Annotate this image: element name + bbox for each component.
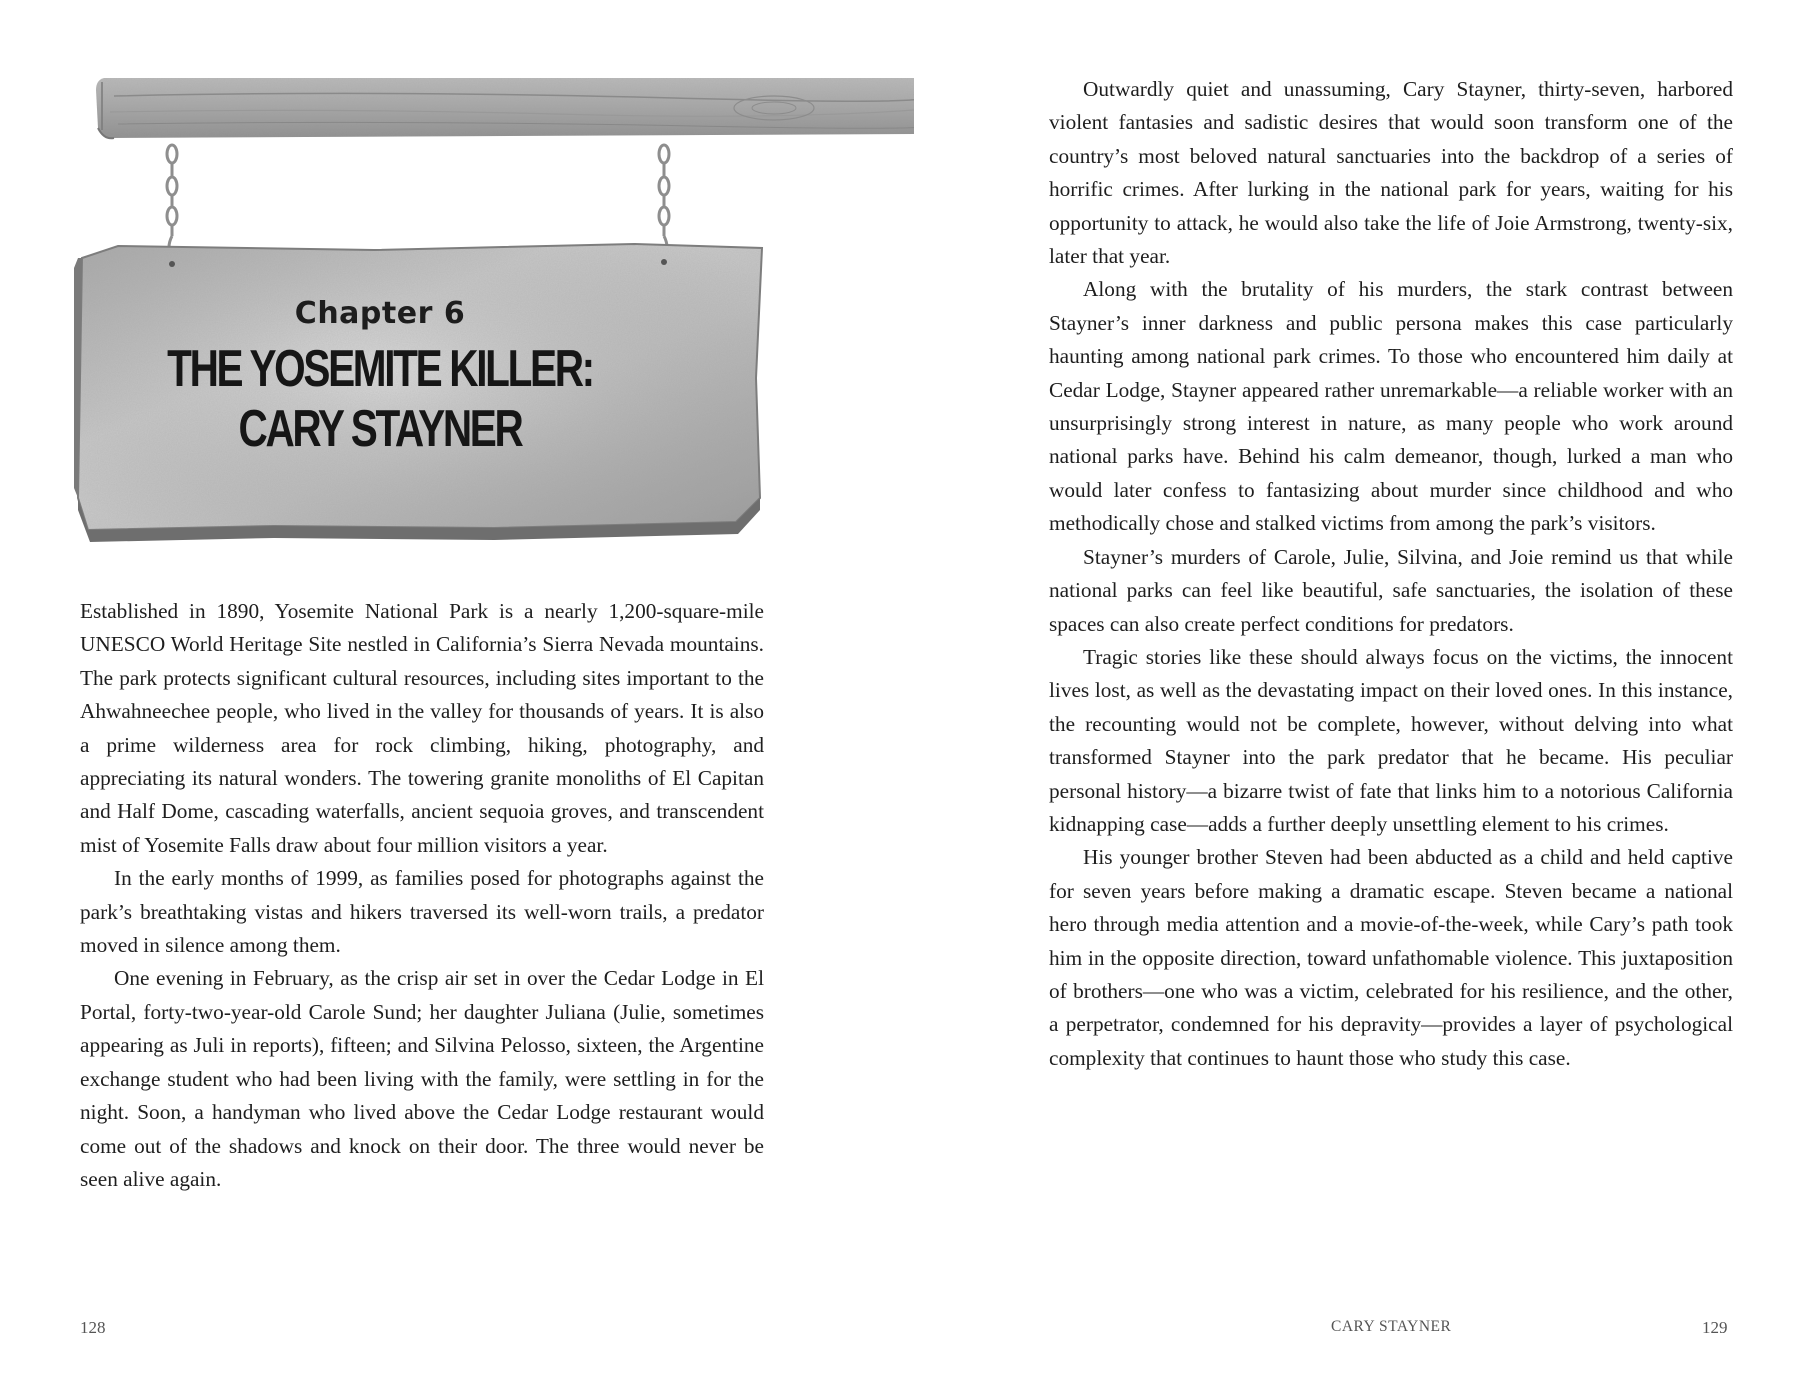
chapter-title-line-1: THE YOSEMITE KILLER:: [167, 340, 593, 398]
paragraph: Established in 1890, Yosemite National Park is a nearly 1,200-square-mile UNESCO World Heritage Site nestled in California’s Sierra Nevada mountains. The park protects significant cultural resources, including sites important to the Ahwahneechee people, who lived in the valley for thousands of years. It is also a prime wilderness area for rock climbing, hiking, photography, and appreciating its natural wonders. The towering granite monoliths of El Capitan and Half Dome, cascading waterfalls, ancient sequoia groves, and transcendent mist of Yosemite Falls draw about four million visitors a year.: [80, 599, 764, 857]
paragraph: Tragic stories like these should always focus on the victims, the innocent lives lost, as well as the devastating impact on their loved ones. In this instance, the recounting would not be complete, however, without delving into what transformed Stayner into the park predator that he became. His peculiar personal history—a bizarre twist of fate that links him to a notorious California kidnapping case—adds a further deeply unsettling element to his crimes.: [1049, 644, 1733, 836]
left-body-text: [80, 595, 764, 1196]
right-body-text: [1049, 73, 1733, 1075]
paragraph: One evening in February, as the crisp air set in over the Cedar Lodge in El Portal, forty-two-year-old Carole Sund; her daughter Juliana (Julie, sometimes appearing as Juli in reports), fifteen; and Silvina Pelosso, sixteen, the Argentine exchange student who had been living with the family, were settling in for the night. Soon, a handyman who lived above the Cedar Lodge restaurant would come out of the shadows and knock on their door. The three would never be seen alive again.: [80, 966, 764, 1191]
chapter-number: Chapter 6: [294, 296, 466, 331]
paragraph: Outwardly quiet and unassuming, Cary Stayner, thirty-seven, harbored violent fantasies and sadistic desires that would soon transform one of the country’s most beloved natural sanctuaries into the backdrop of a series of horrific crimes. After lurking in the national park for years, waiting for his opportunity to attack, he would also take the life of Joie Armstrong, twenty-six, later that year.: [1049, 77, 1733, 269]
paragraph: In the early months of 1999, as families posed for photographs against the park’s breathtaking vistas and hikers traversed its well-worn trails, a predator moved in silence among them.: [80, 866, 764, 958]
running-head: CARY STAYNER: [1331, 1318, 1452, 1335]
paragraph: Along with the brutality of his murders, the stark contrast between Stayner’s inner darkness and public persona makes this case particularly haunting among national park crimes. To those who encountered him daily at Cedar Lodge, Stayner appeared rather unremarkable—a reliable worker with an unsurprisingly strong interest in nature, as many people who work around national parks have. Behind his calm demeanor, though, lurked a man who would later confess to fantasizing about murder since childhood and who methodically chose and stalked victims from among the park’s visitors.: [1049, 277, 1733, 536]
chapter-title: [146, 339, 614, 459]
paragraph: His younger brother Steven had been abducted as a child and held captive for seven years before making a dramatic escape. Steven became a national hero through media attention and a movie-of-the-week, while Cary’s path took him in the opposite direction, toward unfathomable violence. This juxtaposition of brothers—one who was a victim, celebrated for his resilience, and the other, a perpetrator, condemned for his depravity—provides a layer of psychological complexity that continues to haunt those who study this case.: [1049, 845, 1733, 1070]
wooden-beam: [96, 78, 914, 138]
chapter-title-line-2: CARY STAYNER: [238, 400, 522, 458]
chapter-heading: [80, 236, 680, 459]
page-number-left: 128: [80, 1318, 106, 1337]
page-number-right: 129: [1702, 1318, 1728, 1337]
paragraph: Stayner’s murders of Carole, Julie, Silvina, and Joie remind us that while national parks can feel like beautiful, safe sanctuaries, the isolation of these spaces can also create perfect conditions for predators.: [1049, 544, 1733, 636]
